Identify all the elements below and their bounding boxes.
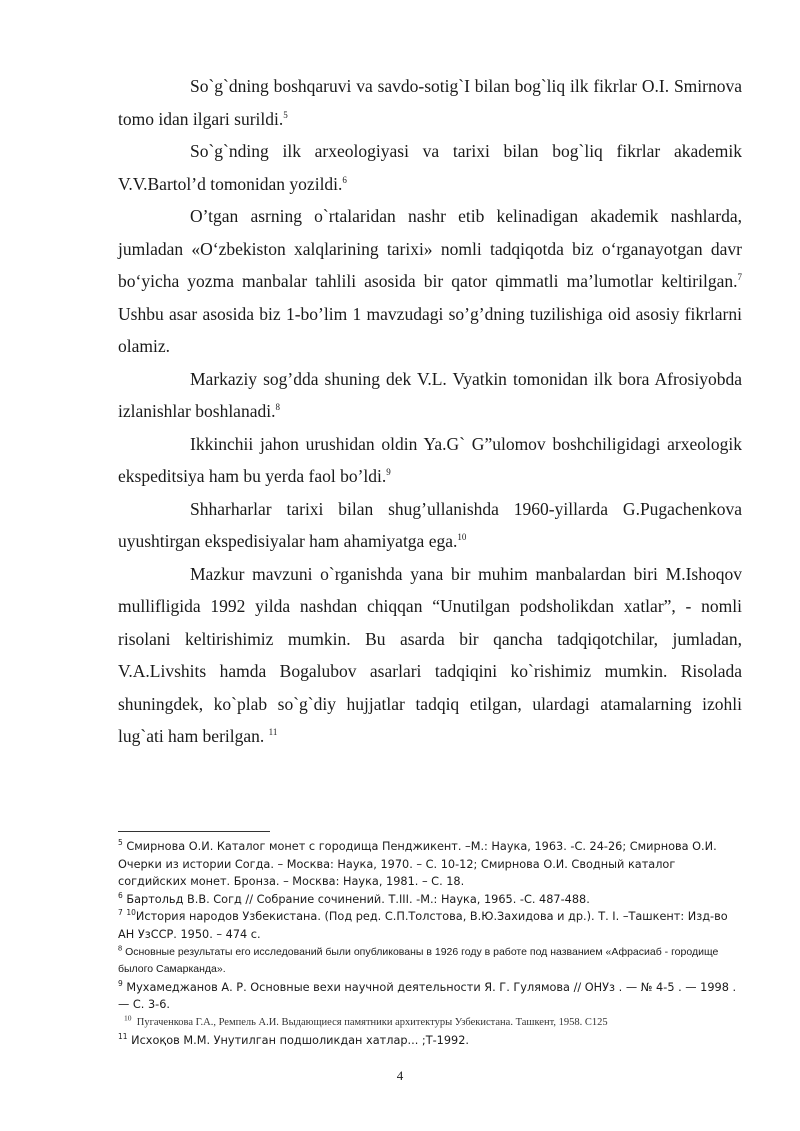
footnotes bbox=[118, 838, 744, 1049]
footnote-6 bbox=[118, 891, 744, 909]
footnote-ref[interactable]: 6 bbox=[342, 174, 347, 185]
paragraph-text: Shharharlar tarixi bilan shug’ullanishda 1960-yillarda G.Pugachenkova uyushtirgan ekspedisiyalar ham ahamiyatga ega. bbox=[118, 498, 742, 551]
footnote-text: Пугаченкова Г.А., Ремпель А.И. Выдающиеся памятники архитектуры Узбекистана. Ташкент, 1958. С125 bbox=[136, 1016, 608, 1028]
paragraph-text-continued: Ushbu asar asosida biz 1-bo’lim 1 mavzudagi so’g’dning tuzilishiga oid asosiy fikrlarni olamiz. bbox=[118, 303, 742, 356]
footnote-11 bbox=[118, 1032, 744, 1050]
footnote-5 bbox=[118, 838, 744, 891]
paragraph-text: O’tgan asrning o`rtalaridan nashr etib kelinadigan akademik nashlarda, jumladan «O‘zbekiston xalqlarining tarixi» nomli tadqiqotda biz o‘rganayotgan davr bo‘yicha yozma manbalar tahlili asosida bir qator qimmatli ma’lumotlar keltirilgan. bbox=[118, 206, 742, 291]
paragraph-text: So`g`dning boshqaruvi va savdo-sotig`I bilan bog`liq ilk fikrlar O.I. Smirnova tomo idan ilgari surildi. bbox=[118, 76, 742, 129]
footnote-8 bbox=[118, 944, 744, 979]
footnote-9 bbox=[118, 979, 744, 1014]
paragraph-6 bbox=[118, 493, 742, 558]
footnote-text: Бартольд В.В. Согд // Собрание сочинений. Т.III. -М.: Наука, 1965. -С. 487-488. bbox=[126, 892, 590, 906]
footnote-number: 8 bbox=[118, 943, 123, 953]
footnote-text: Основные результаты его исследований были опубликованы в 1926 году в работе под названием «Афрасиаб - городище былого Самарканда». bbox=[118, 945, 719, 976]
footnote-ref[interactable]: 5 bbox=[283, 109, 288, 120]
footnote-ref[interactable]: 11 bbox=[268, 727, 278, 738]
paragraph-7 bbox=[118, 558, 742, 753]
paragraph-1 bbox=[118, 70, 742, 135]
footnote-text: История народов Узбекистана. (Под ред. С.П.Толстова, В.Ю.Захидова и др.). Т. I. –Ташкент: Изд-во АН УзССР. 1950. – 474 с. bbox=[118, 910, 728, 941]
footnote-ref[interactable]: 10 bbox=[457, 532, 467, 543]
paragraph-text: So`g`nding ilk arxeologiyasi va tarixi bilan bog`liq fikrlar akademik V.V.Bartol’d tomonidan yozildi. bbox=[118, 141, 742, 194]
footnote-number: 11 bbox=[118, 1031, 128, 1041]
footnote-separator bbox=[118, 831, 270, 832]
footnote-7 bbox=[118, 908, 744, 943]
footnote-number: 10 bbox=[124, 1013, 132, 1023]
footnote-ref[interactable]: 9 bbox=[386, 467, 391, 478]
footnote-text: Исхоқов М.М. Унутилган подшоликдан хатлар... ;Т-1992. bbox=[131, 1033, 470, 1047]
paragraph-text: Mazkur mavzuni o`rganishda yana bir muhim manbalardan biri M.Ishoqov mullifligida 1992 yilda nashdan chiqqan “Unutilgan podsholikdan xatlar”, - nomli risolani keltirishimiz mumkin. Bu asarda bir qancha tadqiqotchilar, jumladan, V.A.Livshits hamda Bogalubov asarlari tadqiqini ko`rishimiz mumkin. Risolada shuningdek, ko`plab so`g`diy hujjatlar tadqiq etilgan, ulardagi atamalarning izohli lug`ati ham berilgan. bbox=[118, 563, 742, 746]
footnote-text: Смирнова О.И. Каталог монет с городища Пенджикент. –М.: Наука, 1963. -С. 24-26; Смирнова О.И. Очерки из истории Согда. – Москва: Наука, 1970. – С. 10-12; Смирнова О.И. Сводный каталог согдийских монет. Бронза. – Москва: Наука, 1981. – С. 18. bbox=[118, 840, 717, 889]
paragraph-2 bbox=[118, 135, 742, 200]
footnote-number: 7 bbox=[118, 908, 123, 918]
paragraph-text: Markaziy sog’dda shuning dek V.L. Vyatkin tomonidan ilk bora Afrosiyobda izlanishlar boshlanadi. bbox=[118, 368, 742, 421]
paragraph-text: Ikkinchii jahon urushidan oldin Ya.G` G”ulomov boshchiligidagi arxeologik ekspeditsiya ham bu yerda faol bo’ldi. bbox=[118, 433, 742, 486]
paragraph-5 bbox=[118, 428, 742, 493]
footnote-number: 5 bbox=[118, 838, 123, 848]
footnote-number: 6 bbox=[118, 891, 123, 901]
footnote-text: Мухамеджанов А. Р. Основные вехи научной деятельности Я. Г. Гулямова // ОНУз . — № 4-5 . — 1998 . — С. 3-6. bbox=[118, 980, 737, 1012]
paragraph-4 bbox=[118, 363, 742, 428]
page-number: 4 bbox=[396, 1068, 404, 1083]
body-text bbox=[118, 70, 742, 753]
footnote-ref[interactable]: 8 bbox=[275, 402, 280, 413]
footnote-number-duplicate: 10 bbox=[126, 908, 136, 918]
footnote-ref[interactable]: 7 bbox=[737, 272, 742, 283]
footnote-10 bbox=[118, 1014, 744, 1032]
footnote-number: 9 bbox=[118, 978, 123, 988]
paragraph-3 bbox=[118, 200, 742, 363]
